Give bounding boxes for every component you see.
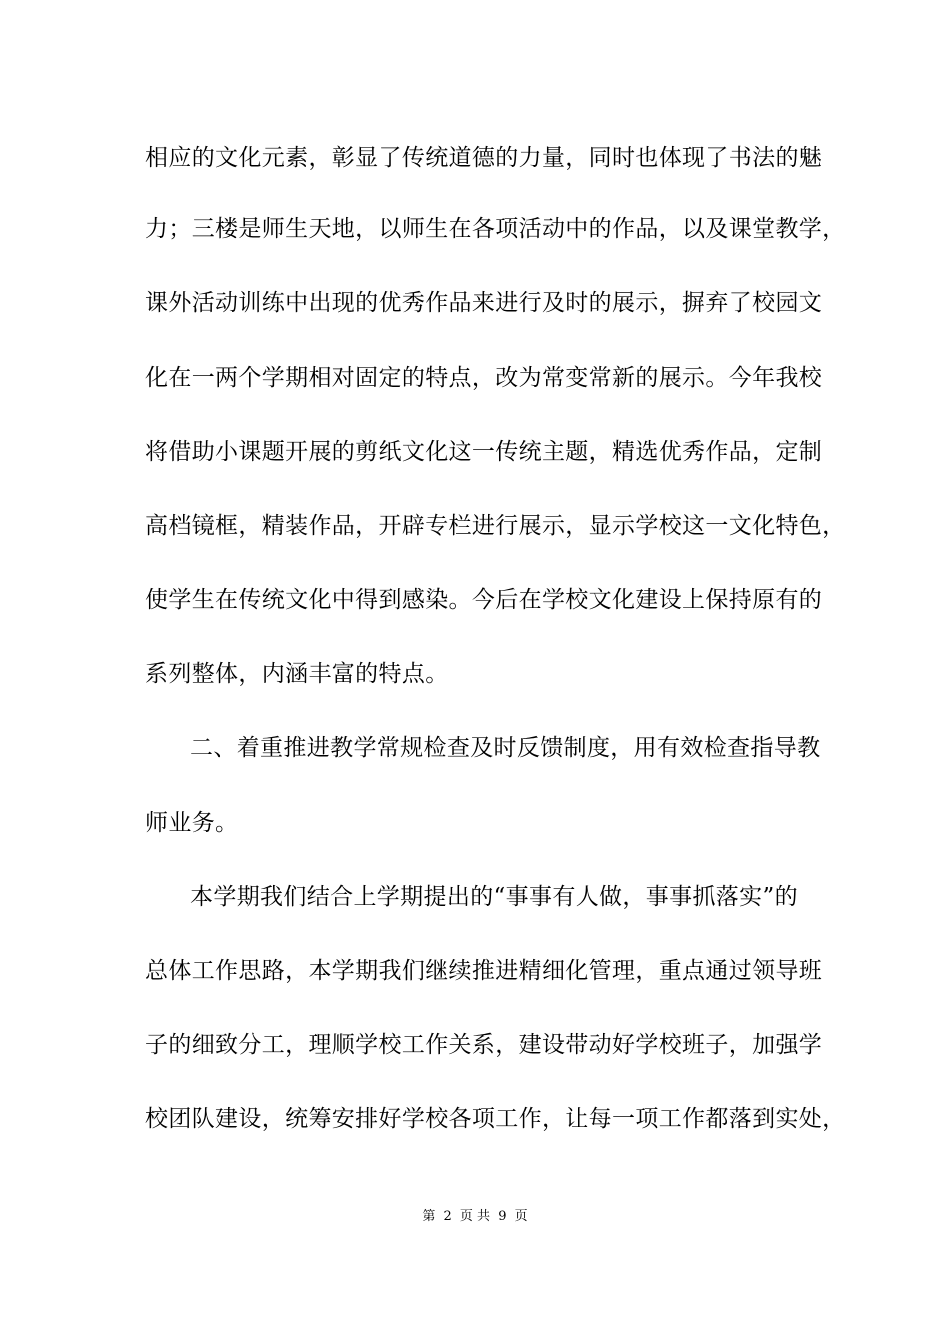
body-text-line: 系列整体，内涵丰富的特点。: [145, 661, 449, 687]
body-text-line: 总体工作思路，本学期我们继续推进精细化管理，重点通过领导班: [145, 958, 823, 984]
section-heading-line: 师业务。: [145, 810, 239, 836]
body-text-line: 化在一两个学期相对固定的特点，改为常变常新的展示。今年我校: [145, 365, 823, 391]
footer-middle: 页 共: [459, 1209, 491, 1224]
body-text-line: 力；三楼是师生天地，以师生在各项活动中的作品，以及课堂教学，: [145, 216, 846, 242]
body-text-line: 本学期我们结合上学期提出的“事事有人做，事事抓落实”的: [190, 884, 798, 910]
section-heading-line: 二、着重推进教学常规检查及时反馈制度，用有效检查指导教: [190, 735, 821, 761]
body-text-line: 将借助小课题开展的剪纸文化这一传统主题，精选优秀作品，定制: [145, 439, 823, 465]
body-text-line: 相应的文化元素，彰显了传统道德的力量，同时也体现了书法的魅: [145, 145, 823, 171]
body-text-line: 校团队建设，统筹安排好学校各项工作，让每一项工作都落到实处，: [145, 1106, 846, 1132]
page-footer: [0, 1209, 950, 1225]
current-page-number: 2: [443, 1209, 452, 1224]
footer-suffix: 页: [514, 1209, 528, 1224]
body-text-line: 课外活动训练中出现的优秀作品来进行及时的展示，摒弃了校园文: [145, 290, 823, 316]
body-text-line: 使学生在传统文化中得到感染。今后在学校文化建设上保持原有的: [145, 587, 823, 613]
body-text-line: 子的细致分工，理顺学校工作关系，建设带动好学校班子，加强学: [145, 1032, 823, 1058]
body-text-line: 高档镜框，精装作品，开辟专栏进行展示，显示学校这一文化特色，: [145, 513, 846, 539]
total-page-number: 9: [498, 1209, 507, 1224]
footer-prefix: 第: [422, 1209, 436, 1224]
